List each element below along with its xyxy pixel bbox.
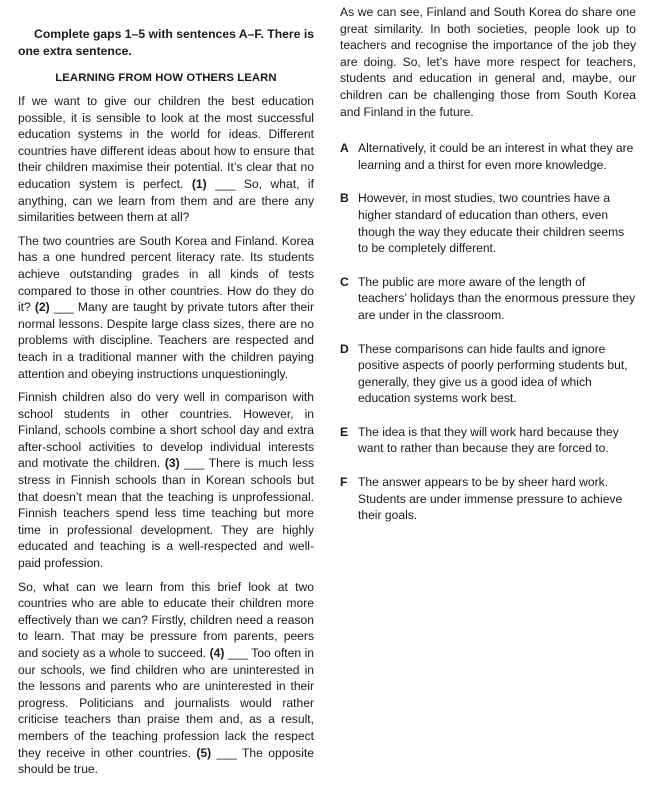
paragraph-3-text-a: Finnish children also do very well in comparison with school students in other countries. However, in Finland, schools combine a short school day and extra after-school activities to develop individual interests and motivate the children. bbox=[18, 390, 314, 471]
gap-3-blank: ___ bbox=[184, 456, 205, 471]
option-d-letter: D bbox=[340, 341, 349, 356]
gap-1-label: (1) bbox=[191, 176, 207, 191]
gap-1-blank: ___ bbox=[215, 176, 236, 191]
option-b-text: However, in most studies, two countries have a higher standard of education than others, even though the way they educate their children seems to be completely different. bbox=[358, 191, 625, 256]
paragraph-3 bbox=[18, 389, 314, 572]
paragraph-4 bbox=[18, 579, 314, 778]
option-c bbox=[340, 274, 636, 324]
option-d-text: These comparisons can hide faults and ignore positive aspects of poorly performing students but, generally, they give us a good idea of which education systems work best. bbox=[358, 341, 628, 406]
gap-4-blank: ___ bbox=[227, 646, 249, 660]
option-e-text: The idea is that they will work hard because they want to rather than because they are forced to. bbox=[358, 424, 619, 456]
option-f-text: The answer appears to be by sheer hard work. Students are under immense pressure to achieve their goals. bbox=[358, 475, 623, 523]
gap-3-label: (3) bbox=[164, 456, 180, 471]
paragraph-4-text-c: The opposite should be true. bbox=[18, 745, 314, 777]
paragraph-5: As we can see, Finland and South Korea do share one great similarity. In both societies, people look up to teachers and recognise the importance of the job they are doing. So, let’s have more respect for teachers, students and education in general and, maybe, our children can be challenging those from South Korea and Finland in the future. bbox=[340, 5, 636, 119]
option-e bbox=[340, 424, 636, 457]
option-f bbox=[340, 474, 636, 524]
gap-5-blank: ___ bbox=[216, 745, 237, 760]
right-column bbox=[340, 4, 636, 541]
paragraph-2 bbox=[18, 233, 314, 382]
option-b-letter: B bbox=[340, 191, 349, 206]
option-b bbox=[340, 190, 636, 256]
instructions-line-1: Complete gaps 1–5 with sentences A–F. There is bbox=[34, 27, 314, 41]
paragraph-2-text-a: The two countries are South Korea and Finland. Korea has a one hundred percent literacy rate. Its students achieve outstanding grades in all kinds of tests compared to those in other countries. How do they do it? bbox=[18, 233, 314, 315]
option-a bbox=[340, 140, 636, 173]
option-f-letter: F bbox=[340, 475, 348, 490]
option-e-letter: E bbox=[340, 424, 349, 439]
left-column bbox=[18, 26, 314, 785]
paragraph-1-text-a: If we want to give our children the best education possible, it is sensible to look at the most successful education systems in the world for ideas. Different countries have different ideas about how to ensure that their children maximise their potential. It’s clear that no education system is perfect. bbox=[18, 94, 314, 191]
gap-2-label: (2) bbox=[34, 300, 50, 315]
gap-2-blank: ___ bbox=[53, 300, 74, 315]
paragraph-3-text-b: There is much less stress in Finnish schools than in Korean schools but that doesn’t mean that the teaching is unprofessional. Finnish teachers spend less time teaching but more time in professional development. They are highly educated and teaching is a well-respected and well-paid profession. bbox=[18, 456, 314, 571]
instructions bbox=[18, 26, 314, 59]
paragraph-4-text-b: Too often in our schools, we find children who are uninterested in the lessons and parents who are uninterested in their progress. Politicians and journalists would rather criticise teachers than praise them and, as a result, members of the teaching profession lack the respect they receive in other countries. bbox=[18, 646, 314, 760]
paragraph-1-text-b: So, what, if anything, can we learn from them and are there any similarities between them at all? bbox=[18, 176, 314, 225]
paragraph-1 bbox=[18, 93, 314, 226]
option-c-letter: C bbox=[340, 274, 349, 289]
gap-4-label: (4) bbox=[209, 646, 225, 660]
option-a-letter: A bbox=[340, 141, 349, 156]
options-list bbox=[340, 140, 636, 524]
gap-5-label: (5) bbox=[196, 745, 212, 760]
paragraph-2-text-b: Many are taught by private tutors after their normal lessons. Despite large class sizes, there are no problems with discipline. Teachers are respected and teach in a traditional manner with the children paying attention and obeying instructions unquestioningly. bbox=[18, 300, 314, 381]
instructions-line-2: one extra sentence. bbox=[18, 43, 132, 58]
option-c-text: The public are more aware of the length of teachers’ holidays than the enormous pressure they are under in the classroom. bbox=[358, 274, 636, 322]
option-a-text: Alternatively, it could be an interest in what they are learning and a thirst for even more knowledge. bbox=[358, 141, 634, 172]
option-d bbox=[340, 341, 636, 407]
article-title: LEARNING FROM HOW OTHERS LEARN bbox=[55, 72, 277, 84]
paragraph-4-text-a: So, what can we learn from this brief look at two countries who are able to educate their children more effectively than we can? Firstly, children need a reason to learn. That may be pressure from parents, peers and society as a whole to succeed. bbox=[18, 579, 314, 660]
